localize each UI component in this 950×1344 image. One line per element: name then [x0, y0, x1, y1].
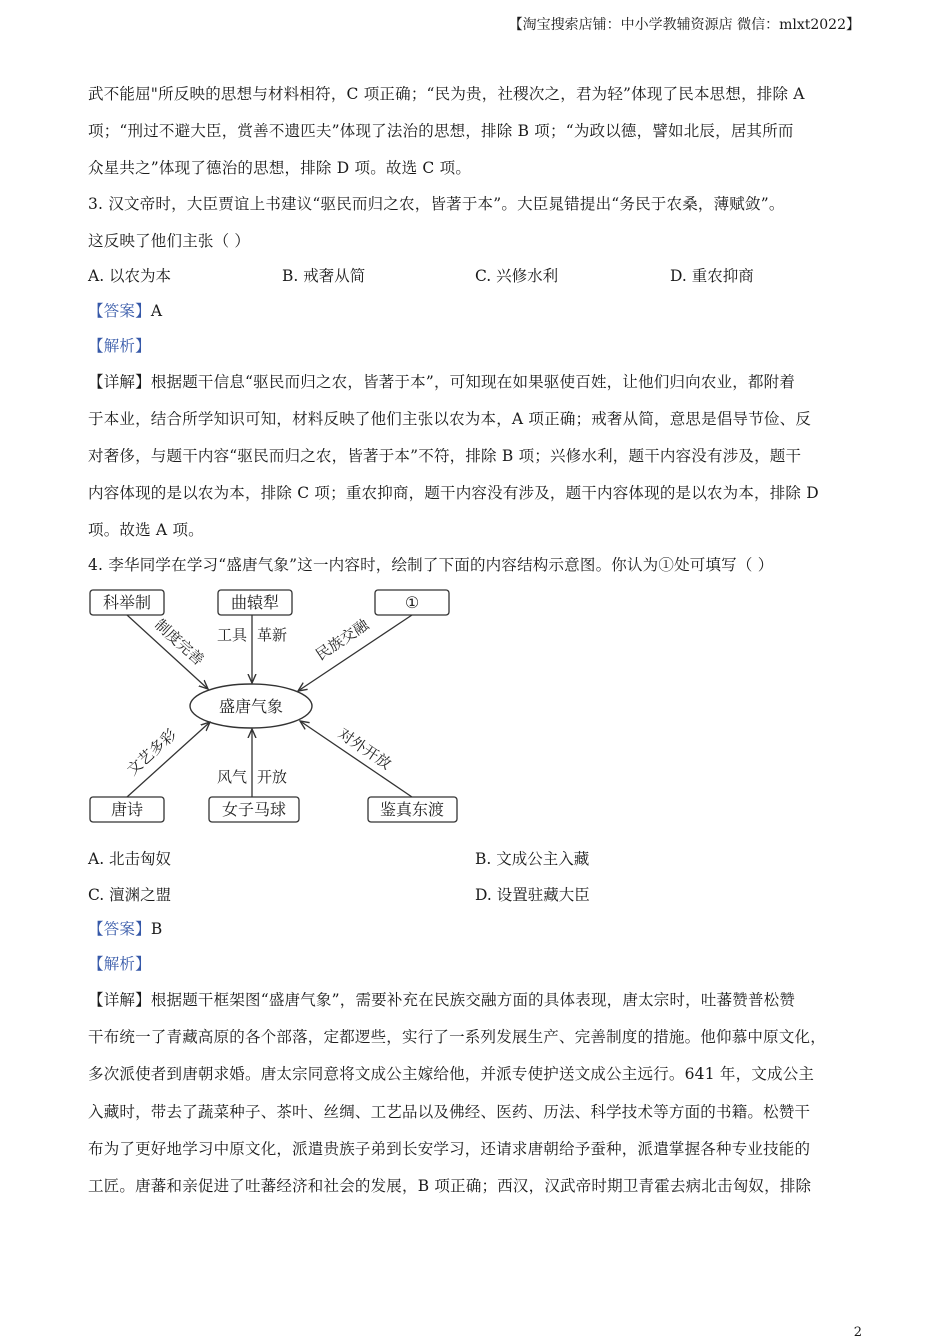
q3-answer-tag: 【答案】 — [88, 302, 151, 320]
edge-label-nvzimaqiu-b: 开放 — [256, 768, 288, 786]
prev-analysis-line-2: 项；“刑过不避大臣，赏善不遗匹夫”体现了法治的思想，排除 B 项；“为政以德，譬如北辰，居其所而 — [88, 122, 794, 140]
box-nvzimaqiu — [209, 797, 299, 822]
q4-answer — [88, 917, 162, 939]
q3-option-c: C. 兴修水利 — [475, 267, 559, 285]
edge-label-quyuanli-a: 工具 — [216, 626, 248, 644]
q4-analysis-tag: 【解析】 — [88, 955, 151, 973]
prev-analysis-line-1: 武不能屈"所反映的思想与材料相符，C 项正确；“民为贵，社稷次之，君为轻”体现了民本思想，排除 A — [88, 85, 805, 103]
prev-analysis-line-3: 众星共之”体现了德治的思想，排除 D 项。故选 C 项。 — [88, 159, 472, 177]
q4-detail-line-5: 布为了更好地学习中原文化，派遣贵族子弟到长安学习，还请求唐朝给予蚕种，派遣掌握各种专业技能的 — [88, 1140, 811, 1158]
q3-detail-tag: 【详解】 — [88, 373, 151, 391]
page-number: 2 — [853, 1325, 862, 1340]
q4-stem: 4. 李华同学在学习“盛唐气象”这一内容时，绘制了下面的内容结构示意图。你认为①处可填写（ ） — [88, 556, 774, 574]
box-tangshi-label: 唐诗 — [110, 800, 144, 819]
q3-analysis-tag: 【解析】 — [88, 337, 151, 355]
box-jianzhen-label: 鉴真东渡 — [379, 800, 445, 819]
box-keju — [90, 590, 164, 615]
box-nvzimaqiu-label: 女子马球 — [221, 800, 287, 819]
center-node-label: 盛唐气象 — [218, 697, 284, 716]
q3-detail-line-5: 项。故选 A 项。 — [88, 521, 204, 539]
box-blank-1 — [375, 590, 449, 615]
q3-detail-text-1: 根据题干信息“驱民而归之农，皆著于本”，可知现在如果驱使百姓，让他们归向农业，都附着 — [150, 373, 796, 391]
q4-option-a: A. 北击匈奴 — [88, 850, 172, 868]
q4-detail-line-2: 干布统一了青藏高原的各个部落，定都逻些，实行了一系列发展生产、完善制度的措施。他仰慕中原文化， — [88, 1028, 826, 1046]
q3-stem-line-2: 这反映了他们主张（ ） — [88, 232, 251, 250]
edge-label-blank-1: 民族交融 — [312, 615, 373, 665]
box-quyuanli — [218, 590, 292, 615]
box-quyuanli-label: 曲辕犁 — [230, 593, 280, 612]
edge-label-tangshi: 文艺多彩 — [123, 725, 180, 780]
q3-stem-line-1: 3. 汉文帝时，大臣贾谊上书建议“驱民而归之农，皆著于本”。大臣晁错提出“务民于农桑，薄赋敛”。 — [88, 195, 785, 213]
q3-option-b: B. 戒奢从简 — [282, 267, 366, 285]
q4-detail-line-4: 入藏时，带去了蔬菜种子、茶叶、丝绸、工艺品以及佛经、医药、历法、科学技术等方面的书籍。松赞干 — [88, 1103, 811, 1121]
q4-detail-text-1: 根据题干框架图“盛唐气象”，需要补充在民族交融方面的具体表现，唐太宗时，吐蕃赞普松赞 — [150, 991, 796, 1009]
q4-option-b: B. 文成公主入藏 — [475, 850, 590, 868]
q3-detail-line-2: 于本业，结合所学知识可知，材料反映了他们主张以农为本，A 项正确；戒奢从简，意思是倡导节俭、反 — [88, 410, 812, 428]
page-header: 【淘宝搜索店铺：中小学教辅资源店 微信：mlxt2022】 — [508, 17, 860, 33]
q3-option-a: A. 以农为本 — [88, 267, 172, 285]
center-node — [190, 684, 312, 728]
box-blank-1-label: ① — [404, 593, 420, 612]
edge-label-jianzhen: 对外开放 — [334, 724, 395, 774]
box-keju-label: 科举制 — [102, 593, 152, 612]
edge-label-keju: 制度完善 — [151, 615, 208, 670]
q3-option-d: D. 重农抑商 — [670, 267, 754, 285]
q4-option-c: C. 澶渊之盟 — [88, 886, 172, 904]
q4-detail-tag: 【详解】 — [88, 991, 151, 1009]
q3-detail-line-3: 对奢侈，与题干内容“驱民而归之农，皆著于本”不符，排除 B 项；兴修水利，题干内容没有涉及，题干 — [88, 447, 802, 465]
q4-detail-line-1 — [88, 988, 795, 1010]
q4-detail-line-6: 工匠。唐蕃和亲促进了吐蕃经济和社会的发展，B 项正确；西汉，汉武帝时期卫青霍去病北击匈奴，排除 — [88, 1177, 812, 1195]
q4-option-d: D. 设置驻藏大臣 — [475, 886, 590, 904]
q3-answer-value: A — [150, 302, 163, 320]
q4-answer-value: B — [150, 920, 163, 938]
box-tangshi — [90, 797, 164, 822]
q4-detail-line-3: 多次派使者到唐朝求婚。唐太宗同意将文成公主嫁给他，并派专使护送文成公主远行。641 年，文成公主 — [88, 1065, 815, 1083]
edge-label-quyuanli-b: 革新 — [256, 626, 288, 644]
edge-label-nvzimaqiu-a: 风气 — [216, 768, 248, 786]
box-jianzhen — [368, 797, 457, 822]
q3-detail-line-4: 内容体现的是以农为本，排除 C 项；重农抑商，题干内容没有涉及，题干内容体现的是以农为本，排除 D — [88, 484, 819, 502]
q4-answer-tag: 【答案】 — [88, 920, 151, 938]
